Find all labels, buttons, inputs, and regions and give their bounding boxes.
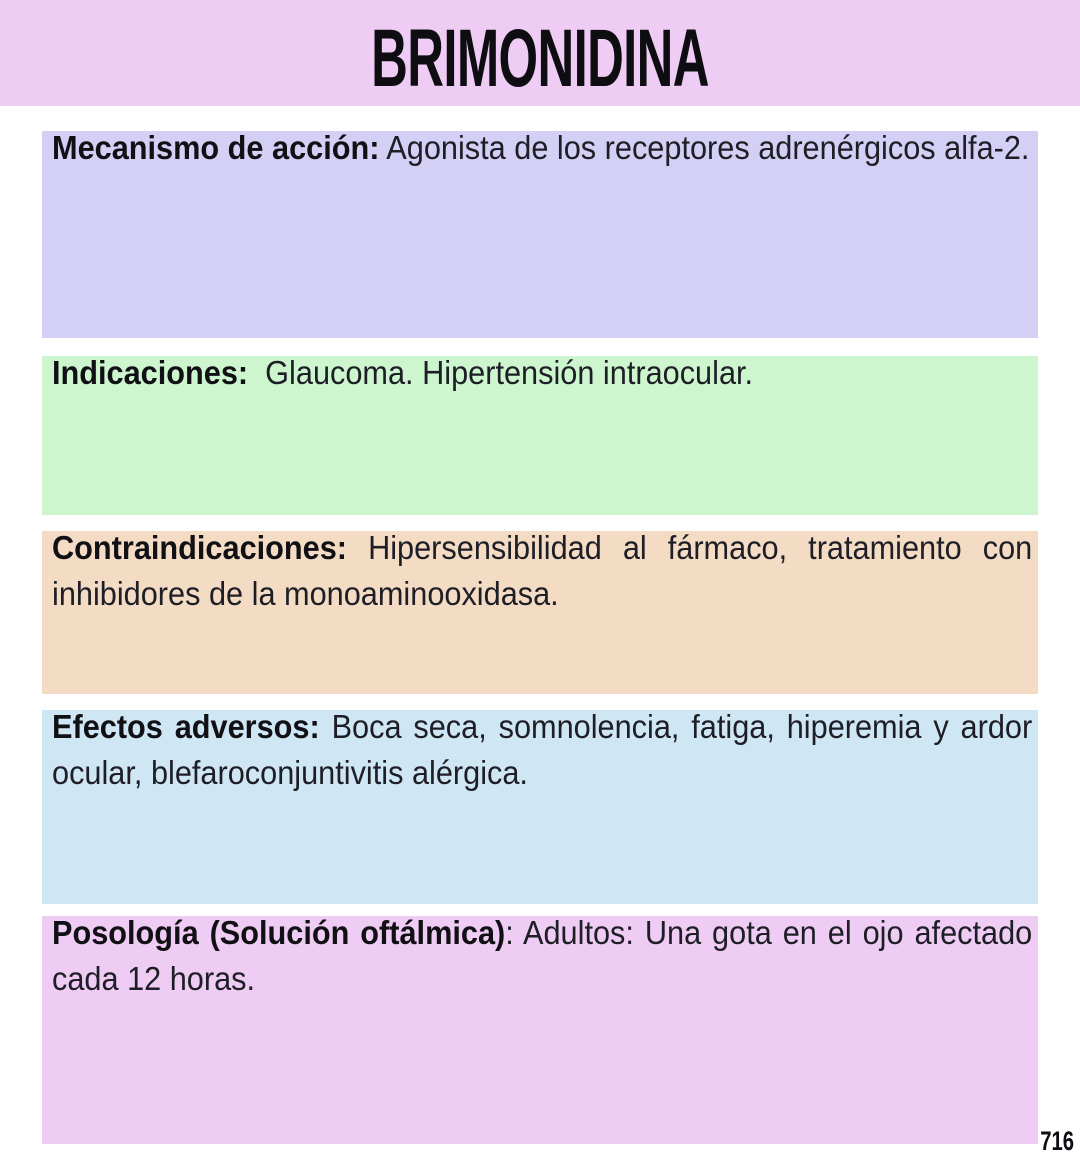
section-label: Contraindicaciones: — [52, 529, 348, 566]
section-posologia — [42, 916, 1038, 1144]
section-contraindicaciones — [42, 531, 1038, 694]
page-number: 716 — [1040, 1126, 1074, 1156]
section-body — [52, 704, 1032, 796]
page-title: BRIMONIDINA — [371, 13, 709, 104]
section-label: Mecanismo de acción: — [52, 129, 380, 166]
section-indicaciones — [42, 356, 1038, 515]
section-body — [52, 910, 1032, 1002]
section-text: Glaucoma. Hipertensión intraocular. — [248, 354, 754, 391]
title-banner — [0, 0, 1080, 106]
section-body — [52, 125, 1032, 171]
section-label: Posología (Solución oftálmica) — [52, 914, 506, 951]
section-body — [52, 525, 1032, 617]
section-text: Hipersensibilidad al fármaco, tratamiento con inhibidores de la monoaminooxidasa. — [52, 529, 1033, 612]
section-label: Indicaciones: — [52, 354, 249, 391]
section-mecanismo-de-accion — [42, 131, 1038, 338]
section-text: Boca seca, somnolencia, fatiga, hiperemia y ardor ocular, blefaroconjuntivitis alérgica. — [52, 708, 1033, 791]
section-efectos-adversos — [42, 710, 1038, 904]
section-label: Efectos adversos: — [52, 708, 320, 745]
section-body — [52, 350, 1032, 396]
section-text: : Adultos: Una gota en el ojo afectado cada 12 horas. — [52, 914, 1033, 997]
section-text: Agonista de los receptores adrenérgicos alfa-2. — [379, 129, 1030, 166]
